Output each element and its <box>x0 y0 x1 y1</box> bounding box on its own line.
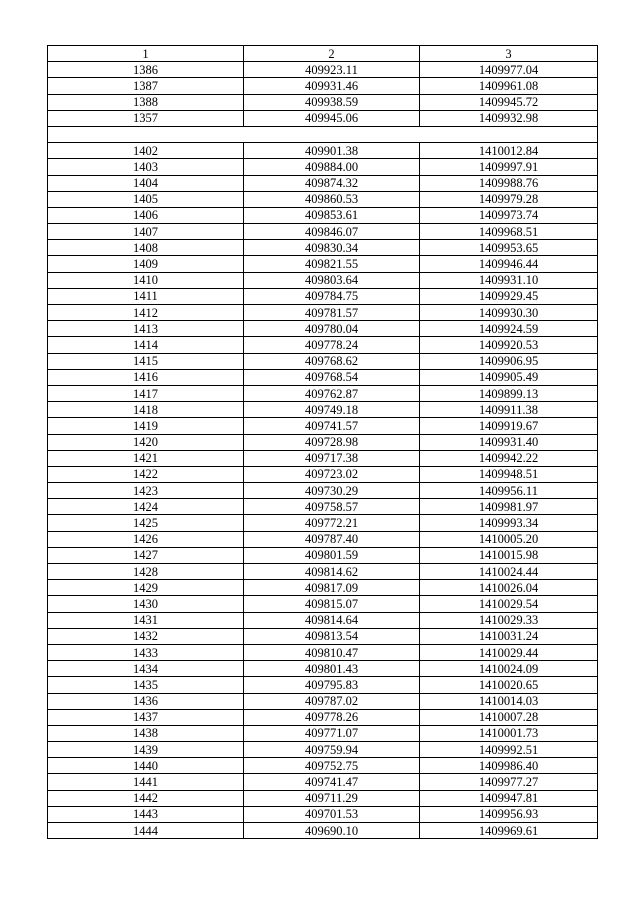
y-coordinate-cell: 1410005.20 <box>420 531 598 547</box>
x-coordinate-cell: 409801.43 <box>244 661 420 677</box>
table-row <box>48 790 598 806</box>
y-coordinate-cell: 1410024.09 <box>420 661 598 677</box>
table-row <box>48 499 598 515</box>
point-number-cell: 1388 <box>48 94 244 110</box>
x-coordinate-cell: 409938.59 <box>244 94 420 110</box>
y-coordinate-cell: 1409961.08 <box>420 78 598 94</box>
x-coordinate-cell: 409787.02 <box>244 693 420 709</box>
table-row <box>48 385 598 401</box>
y-coordinate-cell: 1410024.44 <box>420 564 598 580</box>
y-coordinate-cell: 1409993.34 <box>420 515 598 531</box>
y-coordinate-cell: 1409924.59 <box>420 321 598 337</box>
table-row <box>48 806 598 822</box>
x-coordinate-cell: 409815.07 <box>244 596 420 612</box>
point-number-cell: 1413 <box>48 321 244 337</box>
table-row <box>48 288 598 304</box>
table-row <box>48 725 598 741</box>
x-coordinate-cell: 409874.32 <box>244 175 420 191</box>
x-coordinate-cell: 409772.21 <box>244 515 420 531</box>
y-coordinate-cell: 1409905.49 <box>420 369 598 385</box>
y-coordinate-cell: 1409906.95 <box>420 353 598 369</box>
y-coordinate-cell: 1410007.28 <box>420 709 598 725</box>
table-row <box>48 94 598 110</box>
table-row <box>48 628 598 644</box>
table-row <box>48 321 598 337</box>
x-coordinate-cell: 409814.62 <box>244 564 420 580</box>
y-coordinate-cell: 1409979.28 <box>420 191 598 207</box>
point-number-cell: 1403 <box>48 159 244 175</box>
y-coordinate-cell: 1409945.72 <box>420 94 598 110</box>
y-coordinate-cell: 1410015.98 <box>420 547 598 563</box>
point-number-cell: 1436 <box>48 693 244 709</box>
point-number-cell: 1432 <box>48 628 244 644</box>
point-number-cell: 1387 <box>48 78 244 94</box>
table-row <box>48 402 598 418</box>
table-row <box>48 466 598 482</box>
point-number-cell: 1404 <box>48 175 244 191</box>
y-coordinate-cell: 1409953.65 <box>420 240 598 256</box>
point-number-cell: 1424 <box>48 499 244 515</box>
x-coordinate-cell: 409901.38 <box>244 143 420 159</box>
point-number-cell: 1419 <box>48 418 244 434</box>
x-coordinate-cell: 409884.00 <box>244 159 420 175</box>
point-number-cell: 1357 <box>48 110 244 126</box>
table-row <box>48 774 598 790</box>
y-coordinate-cell: 1409932.98 <box>420 110 598 126</box>
y-coordinate-cell: 1409948.51 <box>420 466 598 482</box>
table-row <box>48 612 598 628</box>
x-coordinate-cell: 409853.61 <box>244 207 420 223</box>
point-number-cell: 1430 <box>48 596 244 612</box>
x-coordinate-cell: 409931.46 <box>244 78 420 94</box>
point-number-cell: 1441 <box>48 774 244 790</box>
point-number-cell: 1431 <box>48 612 244 628</box>
table-row <box>48 434 598 450</box>
point-number-cell: 1435 <box>48 677 244 693</box>
x-coordinate-cell: 409762.87 <box>244 385 420 401</box>
table-row <box>48 175 598 191</box>
point-number-cell: 1427 <box>48 547 244 563</box>
table-row <box>48 580 598 596</box>
x-coordinate-cell: 409741.57 <box>244 418 420 434</box>
point-number-cell: 1438 <box>48 725 244 741</box>
x-coordinate-cell: 409752.75 <box>244 758 420 774</box>
table-row <box>48 823 598 839</box>
x-coordinate-cell: 409730.29 <box>244 483 420 499</box>
table-row <box>48 742 598 758</box>
table-row <box>48 191 598 207</box>
point-number-cell: 1437 <box>48 709 244 725</box>
x-coordinate-cell: 409749.18 <box>244 402 420 418</box>
x-coordinate-cell: 409821.55 <box>244 256 420 272</box>
table-row <box>48 256 598 272</box>
y-coordinate-cell: 1410029.33 <box>420 612 598 628</box>
point-number-cell: 1410 <box>48 272 244 288</box>
x-coordinate-cell: 409728.98 <box>244 434 420 450</box>
table-row <box>48 353 598 369</box>
point-number-cell: 1423 <box>48 483 244 499</box>
coordinates-table <box>47 45 598 839</box>
x-coordinate-cell: 409778.26 <box>244 709 420 725</box>
coordinates-table-body <box>48 46 598 839</box>
point-number-cell: 1407 <box>48 224 244 240</box>
x-coordinate-cell: 409860.53 <box>244 191 420 207</box>
table-row <box>48 305 598 321</box>
table-row <box>48 337 598 353</box>
point-number-cell: 1405 <box>48 191 244 207</box>
x-coordinate-cell: 409846.07 <box>244 224 420 240</box>
point-number-cell: 1412 <box>48 305 244 321</box>
x-coordinate-cell: 409768.54 <box>244 369 420 385</box>
point-number-cell: 1402 <box>48 143 244 159</box>
y-coordinate-cell: 1410012.84 <box>420 143 598 159</box>
table-row <box>48 159 598 175</box>
y-coordinate-cell: 1409942.22 <box>420 450 598 466</box>
y-coordinate-cell: 1409997.91 <box>420 159 598 175</box>
y-coordinate-cell: 1410029.54 <box>420 596 598 612</box>
y-coordinate-cell: 1409986.40 <box>420 758 598 774</box>
table-row <box>48 143 598 159</box>
point-number-cell: 1444 <box>48 823 244 839</box>
x-coordinate-cell: 409817.09 <box>244 580 420 596</box>
y-coordinate-cell: 1409947.81 <box>420 790 598 806</box>
separator-row <box>48 126 598 142</box>
point-number-cell: 1428 <box>48 564 244 580</box>
x-coordinate-cell: 409701.53 <box>244 806 420 822</box>
y-coordinate-cell: 1409992.51 <box>420 742 598 758</box>
y-coordinate-cell: 1410029.44 <box>420 644 598 660</box>
header-col-2: 2 <box>244 46 420 62</box>
table-header-row <box>48 46 598 62</box>
table-row <box>48 418 598 434</box>
y-coordinate-cell: 1409920.53 <box>420 337 598 353</box>
x-coordinate-cell: 409945.06 <box>244 110 420 126</box>
x-coordinate-cell: 409781.57 <box>244 305 420 321</box>
x-coordinate-cell: 409741.47 <box>244 774 420 790</box>
table-row <box>48 564 598 580</box>
point-number-cell: 1416 <box>48 369 244 385</box>
x-coordinate-cell: 409813.54 <box>244 628 420 644</box>
table-row <box>48 483 598 499</box>
y-coordinate-cell: 1409929.45 <box>420 288 598 304</box>
y-coordinate-cell: 1409973.74 <box>420 207 598 223</box>
header-col-1: 1 <box>48 46 244 62</box>
y-coordinate-cell: 1410031.24 <box>420 628 598 644</box>
point-number-cell: 1414 <box>48 337 244 353</box>
point-number-cell: 1420 <box>48 434 244 450</box>
x-coordinate-cell: 409758.57 <box>244 499 420 515</box>
point-number-cell: 1434 <box>48 661 244 677</box>
x-coordinate-cell: 409711.29 <box>244 790 420 806</box>
y-coordinate-cell: 1409988.76 <box>420 175 598 191</box>
table-row <box>48 709 598 725</box>
table-row <box>48 62 598 78</box>
y-coordinate-cell: 1409977.04 <box>420 62 598 78</box>
x-coordinate-cell: 409778.24 <box>244 337 420 353</box>
point-number-cell: 1442 <box>48 790 244 806</box>
point-number-cell: 1425 <box>48 515 244 531</box>
x-coordinate-cell: 409810.47 <box>244 644 420 660</box>
x-coordinate-cell: 409780.04 <box>244 321 420 337</box>
x-coordinate-cell: 409795.83 <box>244 677 420 693</box>
point-number-cell: 1421 <box>48 450 244 466</box>
point-number-cell: 1417 <box>48 385 244 401</box>
point-number-cell: 1422 <box>48 466 244 482</box>
y-coordinate-cell: 1409911.38 <box>420 402 598 418</box>
point-number-cell: 1426 <box>48 531 244 547</box>
table-row <box>48 661 598 677</box>
table-row <box>48 531 598 547</box>
table-row <box>48 78 598 94</box>
x-coordinate-cell: 409830.34 <box>244 240 420 256</box>
x-coordinate-cell: 409690.10 <box>244 823 420 839</box>
point-number-cell: 1439 <box>48 742 244 758</box>
point-number-cell: 1440 <box>48 758 244 774</box>
y-coordinate-cell: 1409968.51 <box>420 224 598 240</box>
point-number-cell: 1415 <box>48 353 244 369</box>
y-coordinate-cell: 1409977.27 <box>420 774 598 790</box>
table-row <box>48 547 598 563</box>
table-row <box>48 272 598 288</box>
table-row <box>48 758 598 774</box>
table-row <box>48 596 598 612</box>
table-row <box>48 515 598 531</box>
table-row <box>48 450 598 466</box>
table-row <box>48 207 598 223</box>
x-coordinate-cell: 409768.62 <box>244 353 420 369</box>
point-number-cell: 1408 <box>48 240 244 256</box>
table-row <box>48 693 598 709</box>
point-number-cell: 1406 <box>48 207 244 223</box>
x-coordinate-cell: 409723.02 <box>244 466 420 482</box>
point-number-cell: 1409 <box>48 256 244 272</box>
table-row <box>48 110 598 126</box>
x-coordinate-cell: 409923.11 <box>244 62 420 78</box>
table-row <box>48 677 598 693</box>
x-coordinate-cell: 409787.40 <box>244 531 420 547</box>
x-coordinate-cell: 409803.64 <box>244 272 420 288</box>
point-number-cell: 1386 <box>48 62 244 78</box>
x-coordinate-cell: 409771.07 <box>244 725 420 741</box>
y-coordinate-cell: 1409969.61 <box>420 823 598 839</box>
point-number-cell: 1443 <box>48 806 244 822</box>
table-row <box>48 644 598 660</box>
y-coordinate-cell: 1409981.97 <box>420 499 598 515</box>
y-coordinate-cell: 1409956.93 <box>420 806 598 822</box>
y-coordinate-cell: 1409931.10 <box>420 272 598 288</box>
y-coordinate-cell: 1409946.44 <box>420 256 598 272</box>
table-row <box>48 369 598 385</box>
x-coordinate-cell: 409784.75 <box>244 288 420 304</box>
y-coordinate-cell: 1410020.65 <box>420 677 598 693</box>
x-coordinate-cell: 409759.94 <box>244 742 420 758</box>
y-coordinate-cell: 1409930.30 <box>420 305 598 321</box>
y-coordinate-cell: 1409899.13 <box>420 385 598 401</box>
table-row <box>48 224 598 240</box>
x-coordinate-cell: 409801.59 <box>244 547 420 563</box>
y-coordinate-cell: 1409931.40 <box>420 434 598 450</box>
point-number-cell: 1411 <box>48 288 244 304</box>
x-coordinate-cell: 409717.38 <box>244 450 420 466</box>
y-coordinate-cell: 1410026.04 <box>420 580 598 596</box>
point-number-cell: 1433 <box>48 644 244 660</box>
x-coordinate-cell: 409814.64 <box>244 612 420 628</box>
y-coordinate-cell: 1409956.11 <box>420 483 598 499</box>
header-col-3: 3 <box>420 46 598 62</box>
separator-cell <box>48 126 598 142</box>
point-number-cell: 1418 <box>48 402 244 418</box>
table-row <box>48 240 598 256</box>
y-coordinate-cell: 1410014.03 <box>420 693 598 709</box>
y-coordinate-cell: 1409919.67 <box>420 418 598 434</box>
y-coordinate-cell: 1410001.73 <box>420 725 598 741</box>
point-number-cell: 1429 <box>48 580 244 596</box>
